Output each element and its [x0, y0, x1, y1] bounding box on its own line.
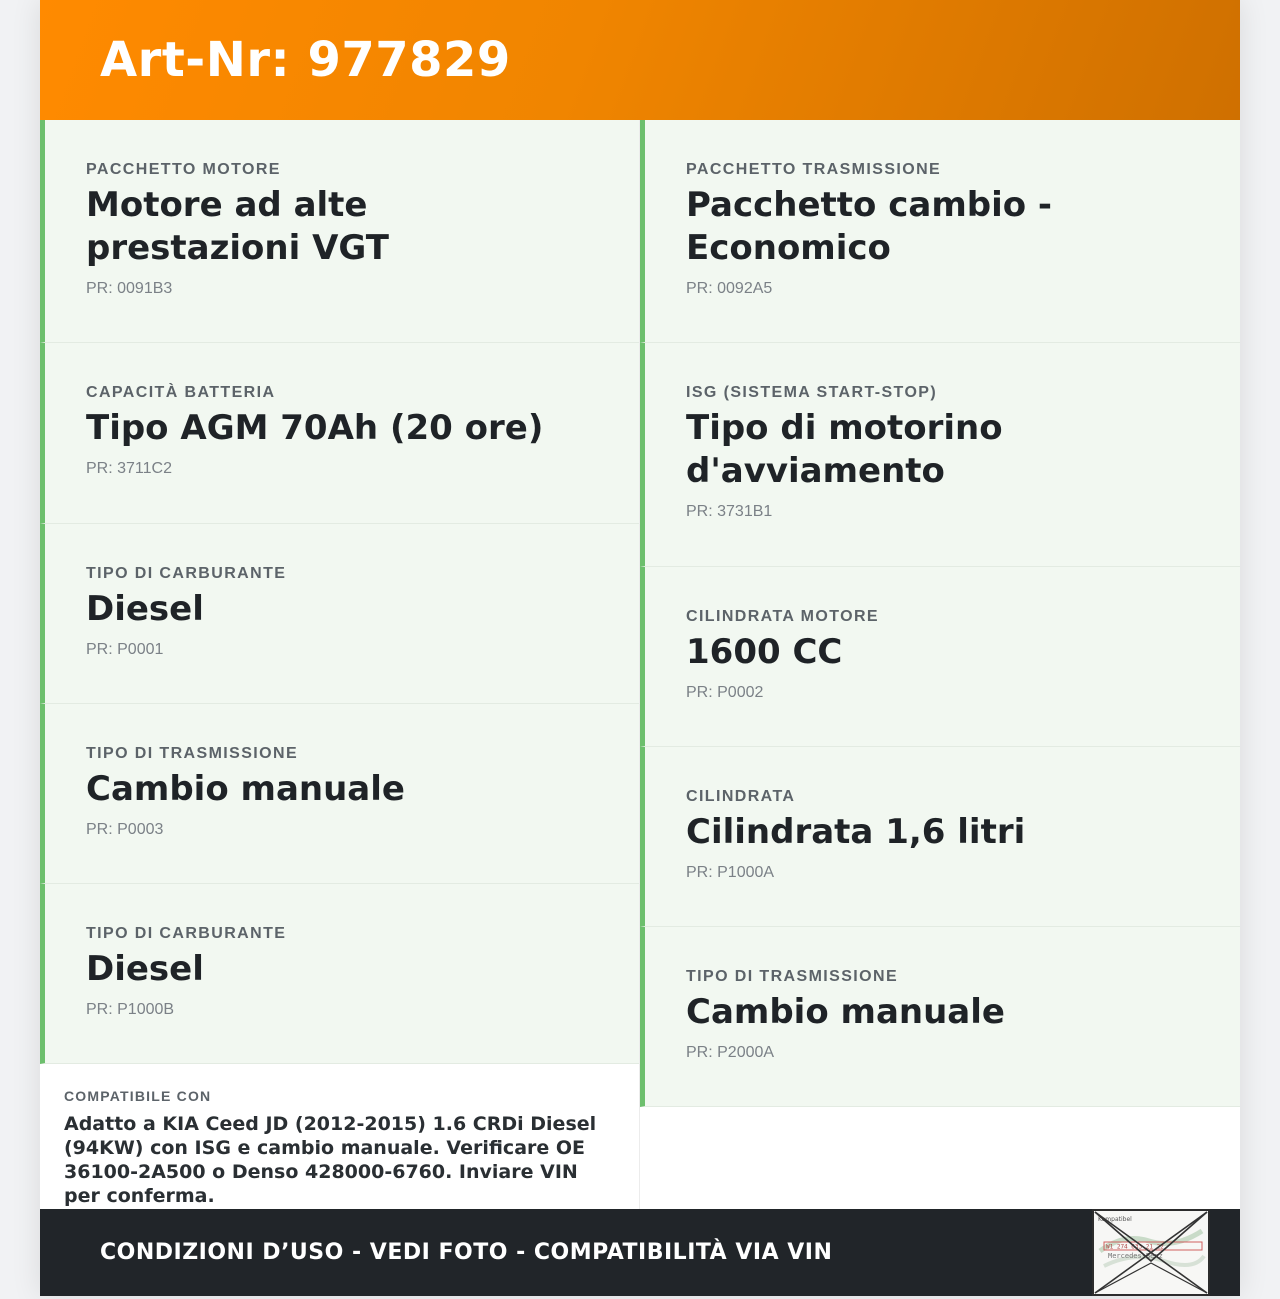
spec-value: Cambio manuale: [86, 769, 405, 809]
spec-card-displacement: [640, 747, 1240, 927]
spec-column-left: [40, 120, 640, 1209]
spec-value: Cambio manuale: [686, 992, 1005, 1032]
spec-card-transmission-type-2: [640, 927, 1240, 1107]
spec-value: Motore ad alte prestazioni VGT: [86, 185, 389, 268]
spec-value: Diesel: [86, 589, 204, 629]
spec-card-fuel-type: [40, 524, 639, 704]
vin-compatibility-link[interactable]: COMPATIBILITÀ VIA VIN: [533, 1240, 833, 1265]
article-number-title: Art-Nr: 977829: [100, 32, 511, 88]
spec-label: PACCHETTO MOTORE: [86, 161, 281, 178]
spec-code: PR: P0001: [86, 641, 164, 658]
stamp-plate-text: W1 274 633 21 22: [1106, 1243, 1164, 1251]
spec-code: PR: 3711C2: [86, 460, 172, 477]
spec-code: PR: P1000B: [86, 1001, 175, 1018]
spec-code: PR: 0092A5: [686, 280, 773, 297]
page-header: [40, 0, 1240, 120]
spec-label: TIPO DI TRASMISSIONE: [686, 968, 899, 985]
spec-card-battery-capacity: [40, 343, 639, 524]
spec-code: PR: P1000A: [686, 864, 775, 881]
spec-card-transmission-type: [40, 704, 639, 884]
spec-code: PR: 3731B1: [686, 503, 773, 520]
envelope-stamp-image: [1092, 1209, 1210, 1296]
spec-card-transmission-package: [640, 120, 1240, 343]
spec-card-isg-start-stop: [640, 343, 1240, 567]
footer-links: [100, 1240, 832, 1265]
spec-value: Tipo AGM 70Ah (20 ore): [86, 408, 544, 448]
spec-label: CILINDRATA MOTORE: [686, 608, 879, 625]
spec-label: TIPO DI TRASMISSIONE: [86, 745, 299, 762]
spec-label: CAPACITÀ BATTERIA: [86, 384, 276, 401]
footer-separator: -: [343, 1240, 370, 1265]
spec-code: PR: P2000A: [686, 1044, 775, 1061]
envelope-icon: [1094, 1211, 1208, 1294]
spec-code: PR: P0002: [686, 684, 764, 701]
spec-value: 1600 CC: [686, 632, 843, 672]
spec-label: PACCHETTO TRASMISSIONE: [686, 161, 942, 178]
spec-column-right: [640, 120, 1240, 1107]
view-photos-link[interactable]: VEDI FOTO: [369, 1240, 508, 1265]
stamp-top-text: Kompatibel: [1098, 1216, 1132, 1223]
spec-code: PR: 0091B3: [86, 280, 173, 297]
spec-value: Cilindrata 1,6 litri: [686, 812, 1026, 852]
spec-code: PR: P0003: [86, 821, 164, 838]
compatibility-label: COMPATIBILE CON: [64, 1088, 212, 1104]
compatibility-box: [40, 1064, 639, 1209]
spec-value: Tipo di motorino d'avviamento: [686, 408, 1003, 491]
spec-label: TIPO DI CARBURANTE: [86, 925, 287, 942]
spec-card-engine-displacement: [640, 567, 1240, 747]
spec-label: TIPO DI CARBURANTE: [86, 565, 287, 582]
footer-separator: -: [507, 1240, 534, 1265]
spec-value: Pacchetto cambio - Economico: [686, 185, 1053, 268]
spec-label: ISG (SISTEMA START-STOP): [686, 384, 938, 401]
stamp-side-text: Mercedes-Benz: [1108, 1252, 1163, 1260]
spec-card-engine-package: [40, 120, 639, 343]
compatibility-text: Adatto a KIA Ceed JD (2012-2015) 1.6 CRDi Diesel (94KW) con ISG e cambio manuale. Verificare OE 36100-2A500 o Denso 428000-6760. Inviare VIN per conferma.: [64, 1113, 597, 1207]
spec-value: Diesel: [86, 949, 204, 989]
spec-grid: [40, 120, 1240, 1209]
page-footer: [40, 1209, 1240, 1296]
spec-label: CILINDRATA: [686, 788, 796, 805]
terms-link[interactable]: CONDIZIONI D’USO: [100, 1240, 344, 1265]
spec-card-fuel-type-2: [40, 884, 639, 1064]
product-sheet: [40, 0, 1240, 1296]
